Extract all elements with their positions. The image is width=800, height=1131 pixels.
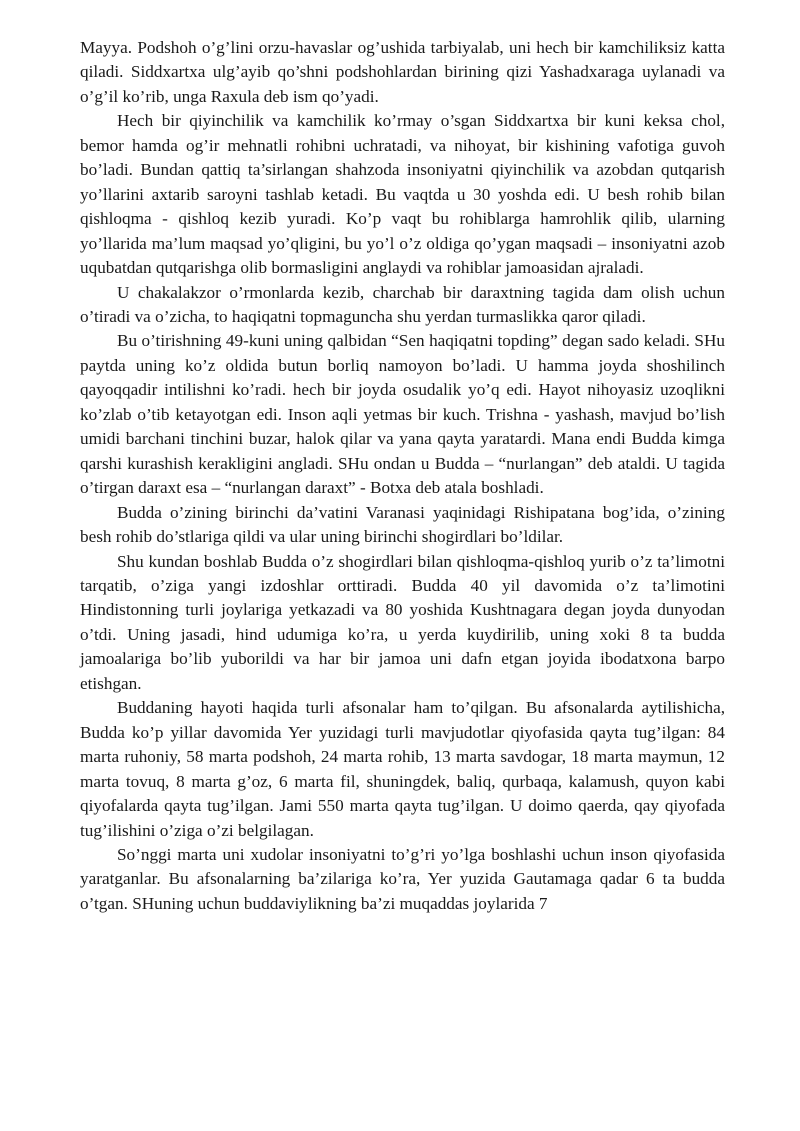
paragraph: Hech bir qiyinchilik va kamchilik ko’rmay o’sgan Siddxartxa bir kuni keksa chol, bemor hamda og’ir mehnatli rohibni uchratadi, va nihoyat, bir kishining vafotiga guvoh bo’ladi. Bundan qattiq ta’sirlangan shahzoda insoniyatni qiyinchilik va azobdan qutqarish yo’llarini axtarib saroyni tashlab ketadi. Bu vaqtda u 30 yoshda edi. U besh rohib bilan qishloqma - qishloq kezib yuradi. Ko’p vaqt bu rohiblarga hamrohlik qilib, ularning yo’llarida ma’lum maqsad yo’qligini, bu yo’l o’z oldiga qo’ygan maqsadi – insoniyatni azob uqubatdan qutqarishga olib bormasligini anglaydi va rohiblar jamoasidan ajraladi. bbox=[80, 111, 725, 278]
paragraph: U chakalakzor o’rmonlarda kezib, charchab bir daraxtning tagida dam olish uchun o’tiradi va o’zicha, to haqiqatni topmaguncha shu yerdan turmaslikka qaror qiladi. bbox=[80, 282, 725, 326]
paragraph: Bu o’tirishning 49-kuni uning qalbidan “Sen haqiqatni topding” degan sado keladi. SHu paytda uning ko’z oldida butun borliq namoyon bo’ladi. U hamma joyda shoshilinch qayoqqadir intilishni ko’radi. hech bir joyda osudalik yo’q edi. Hayot nihoyasiz uzoqlikni ko’zlab o’tib ketayotgan edi. Inson aqli yetmas bir kuch. Trishna - yashash, mavjud bo’lish umidi barchani tinchini buzar, halok qilar va yana qayta yaratardi. Mana endi Budda kimga qarshi kurashish kerakligini angladi. SHu ondan u Budda – “nurlangan” deb ataldi. U tagida o’tirgan daraxt esa – “nurlangan daraxt” - Botxa deb atala boshladi. bbox=[80, 331, 725, 498]
paragraph: Budda o’zining birinchi da’vatini Varanasi yaqinidagi Rishipatana bog’ida, o’zining besh rohib do’stlariga qildi va ular uning birinchi shogirdlari bo’ldilar. bbox=[80, 502, 725, 547]
paragraph: Shu kundan boshlab Budda o’z shogirdlari bilan qishloqma-qishloq yurib o’z ta’limotni tarqatib, o’ziga yangi izdoshlar orttiradi. Budda 40 yil davomida o’z ta’limotini Hindistonning turli joylariga yetkazadi va 80 yoshida Kushtnagara degan joyda dunyodan o’tdi. Uning jasadi, hind udumiga ko’ra, u yerda kuydirilib, uning xoki 8 ta budda jamoalariga bo’lib yuborildi va har bir jamoa uni dafn etgan joyida ibodatxona barpo etishgan. bbox=[80, 551, 725, 693]
paragraph: So’nggi marta uni xudolar insoniyatni to’g’ri yo’lga boshlashi uchun inson qiyofasida yaratganlar. Bu afsonalarning ba’zilariga ko’ra, Yer yuzida Gautamaga qadar 6 ta budda o’tgan. SHuning uchun buddaviylikning ba’zi muqaddas joylarida 7 bbox=[80, 844, 725, 913]
document-page bbox=[80, 36, 725, 916]
paragraph-continuation: Mayya. Podshoh o’g’lini orzu-havaslar og’ushida tarbiyalab, uni hech bir kamchiliksiz katta qiladi. Siddxartxa ulg’ayib qo’shni podshohlardan birining qizi Yashadxaraga uylanadi va o’g’il ko’rib, unga Raxula deb ism qo’yadi. bbox=[80, 38, 725, 106]
paragraph: Buddaning hayoti haqida turli afsonalar ham to’qilgan. Bu afsonalarda aytilishicha, Budda ko’p yillar davomida Yer yuzidagi turli mavjudotlar qiyofasida qayta tug’ilgan: 84 marta ruhoniy, 58 marta podshoh, 24 marta rohib, 13 marta savdogar, 18 marta maymun, 12 marta tovuq, 8 marta g’oz, 6 marta fil, shuningdek, baliq, qurbaqa, kalamush, quyon kabi qiyofalarda qayta tug’ilgan. Jami 550 marta qayta tug’ilgan. U doimo qaerda, qay qiyofada tug’ilishini o’ziga o’zi belgilagan. bbox=[80, 698, 725, 840]
